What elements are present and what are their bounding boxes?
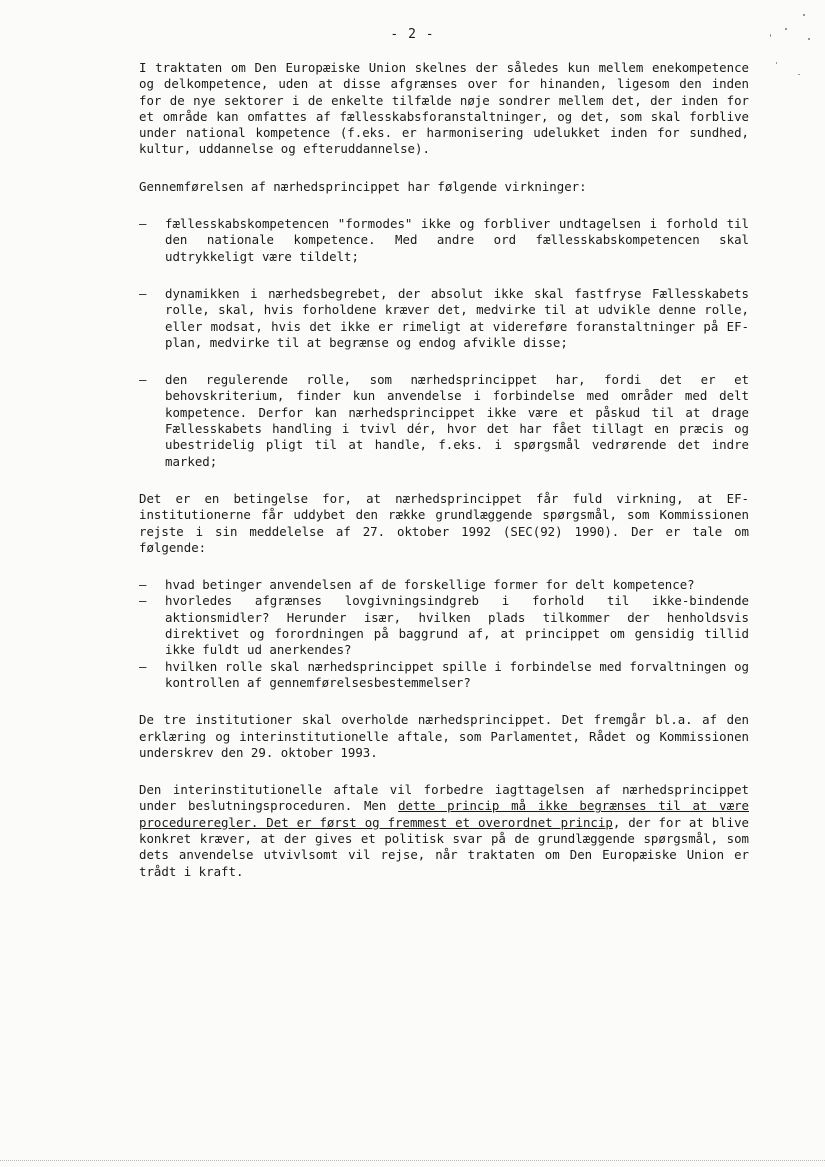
dash-bullet: – xyxy=(139,372,147,388)
list-item: – den regulerende rolle, som nærhedsprincippet har, fordi det er et behovskriterium, finder kun anvendelse i forbindelse med områder med delt kompetence. Derfor kan nærhedsprincippet ikke være et påskud til at drage Fællesskabets handling i tvivl dér, hvor det har fået tillagt en præcis og ubestridelig pligt til at handle, f.eks. i spørgsmål vedrørende det indre marked; xyxy=(139,372,749,469)
effects-list xyxy=(139,216,749,470)
dash-bullet: – xyxy=(139,285,147,301)
intro-paragraph: I traktaten om Den Europæiske Union skelnes der således kun mellem enekompetence og delkompetence, uden at disse afgrænses over for hinanden, ligesom den inden for de nye sektorer i de enkelte tilfælde nøje sondrer mellem det, der inden for et område kan omfattes af fællesskabsforanstaltninger, og det, som skal forblive under national kompetence (f.eks. er harmonisering udelukket inden for sundhed, kultur, uddannelse og efteruddannelse). xyxy=(139,60,749,157)
document-body xyxy=(139,60,749,901)
list-item: – hvad betinger anvendelsen af de forskellige former for delt kompetence? xyxy=(139,577,695,593)
list-item: – dynamikken i nærhedsbegrebet, der absolut ikke skal fastfryse Fællesskabets rolle, skal, hvis forholdene kræver det, medvirke til at udvikle denne rolle, eller modsat, hvis det ikke er rimeligt at videreføre foranstaltninger på EF-plan, medvirke til at begrænse og endog afvikle disse; xyxy=(139,285,749,350)
scan-speck xyxy=(798,74,800,75)
scan-speck xyxy=(776,62,777,64)
effects-intro: Gennemførelsen af nærhedsprincippet har følgende virkninger: xyxy=(139,178,587,194)
list-item: – hvilken rolle skal nærhedsprincippet spille i forbindelse med forvaltningen og kontrollen af gennemførelsesbestemmelser? xyxy=(139,658,749,690)
scan-speck xyxy=(808,38,810,40)
dash-bullet: – xyxy=(139,658,147,674)
dash-bullet: – xyxy=(139,216,147,232)
dash-bullet: – xyxy=(139,593,147,609)
dash-bullet: – xyxy=(139,577,147,593)
scan-speck xyxy=(785,28,787,30)
underlined-text: dette princip må ikke begrænses til at være procedureregler. Det er først og fremmest et overordnet princip xyxy=(139,798,749,830)
scan-edge xyxy=(0,1160,825,1161)
scan-speck xyxy=(770,34,771,37)
condition-paragraph: Det er en betingelse for, at nærhedsprincippet får fuld virkning, at EF-institutionerne får uddybet den række grundlæggende spørgsmål, som Kommissionen rejste i sin meddelelse af 27. oktober 1992 (SEC(92) 1990). Der er tale om følgende: xyxy=(139,490,749,555)
scan-speck xyxy=(803,14,805,16)
page-number: - 2 - xyxy=(390,27,435,42)
agreement-paragraph: Den interinstitutionelle aftale vil forbedre iagttagelsen af nærhedsprincippet under beslutningsproceduren. Men dette princip må ikke begrænses til at være procedureregler. Det er først og fremmest et overordnet princip, der for at blive konkret kræver, at der gives et politisk svar på de grundlæggende spørgsmål, som dets anvendelse utvivlsomt vil rejse, når traktaten om Den Europæiske Union er trådt i kraft. xyxy=(139,782,750,879)
list-item: – hvorledes afgrænses lovgivningsindgreb i forhold til ikke-bindende aktionsmidler? Herunder især, hvilken plads tilkommer der henholdsvis direktivet og forordningen på baggrund af, at princippet om gensidig tillid ikke fuldt ud anerkendes? xyxy=(139,593,749,658)
list-item: – fællesskabskompetencen "formodes" ikke og forbliver undtagelsen i forhold til den nationale kompetence. Med andre ord fællesskabskompetencen skal udtrykkeligt være tildelt; xyxy=(139,216,749,264)
institutions-paragraph: De tre institutioner skal overholde nærhedsprincippet. Det fremgår bl.a. af den erklæring og interinstitutionelle aftale, som Parlamentet, Rådet og Kommissionen underskrev den 29. oktober 1993. xyxy=(139,712,749,760)
questions-list xyxy=(139,577,749,691)
